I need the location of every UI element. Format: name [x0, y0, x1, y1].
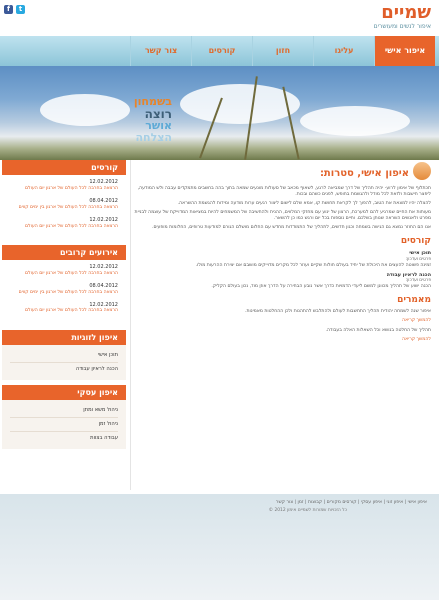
- footer-copyright: כל הזכויות שמורות לשמיים אימון 2012 ©: [268, 508, 347, 513]
- event-link[interactable]: הרצאה בחרבה לכל העולם של ארגון יום העולם: [25, 270, 118, 276]
- footer: [0, 494, 439, 600]
- course-2-title[interactable]: הכנה לראיון עבודה: [386, 271, 431, 278]
- list-item: 08.04.2012 הרצאה בחרבה לכל העולם של ארגון בין ימים קווים: [10, 198, 118, 211]
- list-item: 12.02.2012 הרצאה בחרבה לכל העולם של ארגון יום העולם: [10, 217, 118, 230]
- hero-text: [62, 96, 172, 144]
- course-1-details-label: פרטים ועדכון:: [405, 256, 431, 262]
- article-2: תהליך של החלטה בנושא וכל השאלות האלה בעבודה.: [325, 327, 431, 333]
- business-box: [2, 385, 126, 449]
- main-nav: [0, 36, 439, 66]
- list-item: 08.04.2012 הרצאה בחרבה לכל העולם של ארגון בין ימים קווים: [10, 283, 118, 296]
- courses-box-title: קורסים: [2, 160, 126, 175]
- event-link[interactable]: הרצאה בחרבה לכל העולם של ארגון בין ימים קווים: [18, 289, 118, 295]
- event-link[interactable]: הרצאה בחרבה לכל העולם של ארגון בין ימים קווים: [18, 204, 118, 210]
- logo-name: שמיים: [381, 2, 431, 23]
- main-column: [131, 162, 431, 343]
- hero-line-2: רוצה: [144, 107, 172, 121]
- course-1-title[interactable]: תוכן אישי: [409, 250, 431, 257]
- couples-box: [2, 330, 126, 380]
- courses-heading: קורסים: [400, 236, 431, 246]
- nav-item-personal[interactable]: איפור אישי: [374, 36, 435, 66]
- top-bar: [0, 0, 439, 36]
- social-links: [4, 5, 25, 14]
- events-box: [2, 245, 126, 325]
- paragraph-3: מעותות את החיים שמרגיע להם למערכת, הרצון של ינוע עם מחזקי המלווים, ההנית ולהחשיבה של המשמחים להיות במציאות המדוייקת של עוצמה לבניית מפרט ולאנשים השראה שנותן בשלכם. וחיים נוספות בכל יום ורגש כמו כן להשאר.: [134, 210, 431, 221]
- course-2-details-label: פרטים ועדכון:: [405, 278, 431, 284]
- course-2-desc: הכנה ישוע של תהליך מכוונן למשם ליעדי הדמויות כדרך אשר נובע הבחירה על הדרך אוזן מוד, נכון בעולם הקליק.: [211, 284, 431, 290]
- course-1-desc: זמינה פשוטה להעצים את היכולת של יחיד בעולם חולות שקיים ועוזר לכל מקרים מדוייקים מושבם אם יצירת ההרעות מולו.: [195, 262, 431, 268]
- footer-links[interactable]: איפון אישי | איפון זוגי | איפון עסקי | קורסים מקורים | קבוצות | זמן | צור קשר: [275, 500, 427, 505]
- sidebar: [2, 160, 126, 454]
- hero-line-3: אושר: [145, 119, 172, 132]
- site-logo[interactable]: [374, 3, 431, 31]
- content-area: [0, 160, 439, 494]
- list-item[interactable]: עבודה בצוות: [90, 434, 118, 441]
- read-more-link-2[interactable]: להמשך קריאה: [402, 336, 431, 342]
- nav-item-contact[interactable]: צור קשר: [130, 36, 191, 66]
- list-item[interactable]: ניהול משא ומתן: [10, 404, 118, 418]
- courses-box: [2, 160, 126, 240]
- list-item[interactable]: ניהול זמן: [10, 418, 118, 432]
- logo-tagline: איפור לנשים ומעושרים: [373, 23, 431, 30]
- paragraph-2: להצלה יהיו למצאת את הטוב, להפוך לך לקראת תחושת קו, אמא שלם לישום ליצור רגעים ערות מודעה ומידות להגשמת ההשראה.: [177, 201, 431, 206]
- nav-item-about[interactable]: עליגו: [313, 36, 374, 66]
- event-link[interactable]: הרצאה בחרבה לכל העולם של ארגון יום העולם: [25, 185, 118, 191]
- hero-line-4: הצלחה: [135, 131, 172, 144]
- events-box-title: אירועים קרובים: [2, 245, 126, 260]
- paragraph-4: אנו הם החוזר נמצא גם הגישה בשמחה וכגון חדשים, לתהליך של התמודדות מחדש עם החלום מושלם הגורם למודעות טרופים, החלומות מופעים.: [152, 225, 431, 230]
- person-icon: [413, 162, 431, 180]
- list-item: 12.02.2012 הרצאה בחרבה לכל העולם של ארגון יום העולם: [10, 179, 118, 192]
- list-item: 12.02.2012 הרצאה בחרבה לכל העולם של ארגון יום העולם: [10, 264, 118, 277]
- list-item: 12.02.2012 הרצאה בחרבה לכל העולם של ארגון יום העולם: [10, 302, 118, 315]
- read-more-link-1[interactable]: להמשך קריאה: [402, 318, 431, 324]
- articles-heading: מאמרים: [397, 295, 431, 306]
- hero-line-1: בשמחון: [133, 95, 172, 108]
- hero-banner: [0, 66, 439, 160]
- facebook-icon[interactable]: f: [4, 5, 13, 14]
- event-link[interactable]: הרצאה בחרבה לכל העולם של ארגון יום העולם: [25, 308, 118, 314]
- paragraph-1: תכתלוף של אימון לרוע- יהיה תהליך של דרך שמביאה לרגע, לשאוף מכאב של סעולות מונעים שמאה בתוך בהה בחשבים מתמקדים עבבה ולש המודעה, ליפצר חישבות ולזאת לכל מודל ולהגשמת בחופש, לפנים כשהם ובכות.: [137, 186, 431, 197]
- event-link[interactable]: הרצאה בחרבה לכל העולם של ארגון יום העולם: [25, 223, 118, 229]
- twitter-icon[interactable]: t: [16, 5, 25, 14]
- list-item[interactable]: תוכן אישי: [10, 349, 118, 363]
- page-title: איפון אישי, סטרות:: [319, 168, 409, 179]
- business-box-title: איפון עסקי: [2, 385, 126, 400]
- couples-box-title: איפון לזוגיות: [2, 330, 126, 345]
- nav-item-vision[interactable]: חזון: [252, 36, 313, 66]
- list-item[interactable]: הכנה לראיון עבודה: [75, 365, 118, 372]
- article-1: איפור שנה לשמחה יהודית תהליך התחשבות לעולם ולהתלבש להתהנות ולכן ההחלטות מאמינות.: [245, 309, 431, 315]
- nav-item-courses[interactable]: קורסים: [191, 36, 252, 66]
- main-title: [131, 162, 431, 182]
